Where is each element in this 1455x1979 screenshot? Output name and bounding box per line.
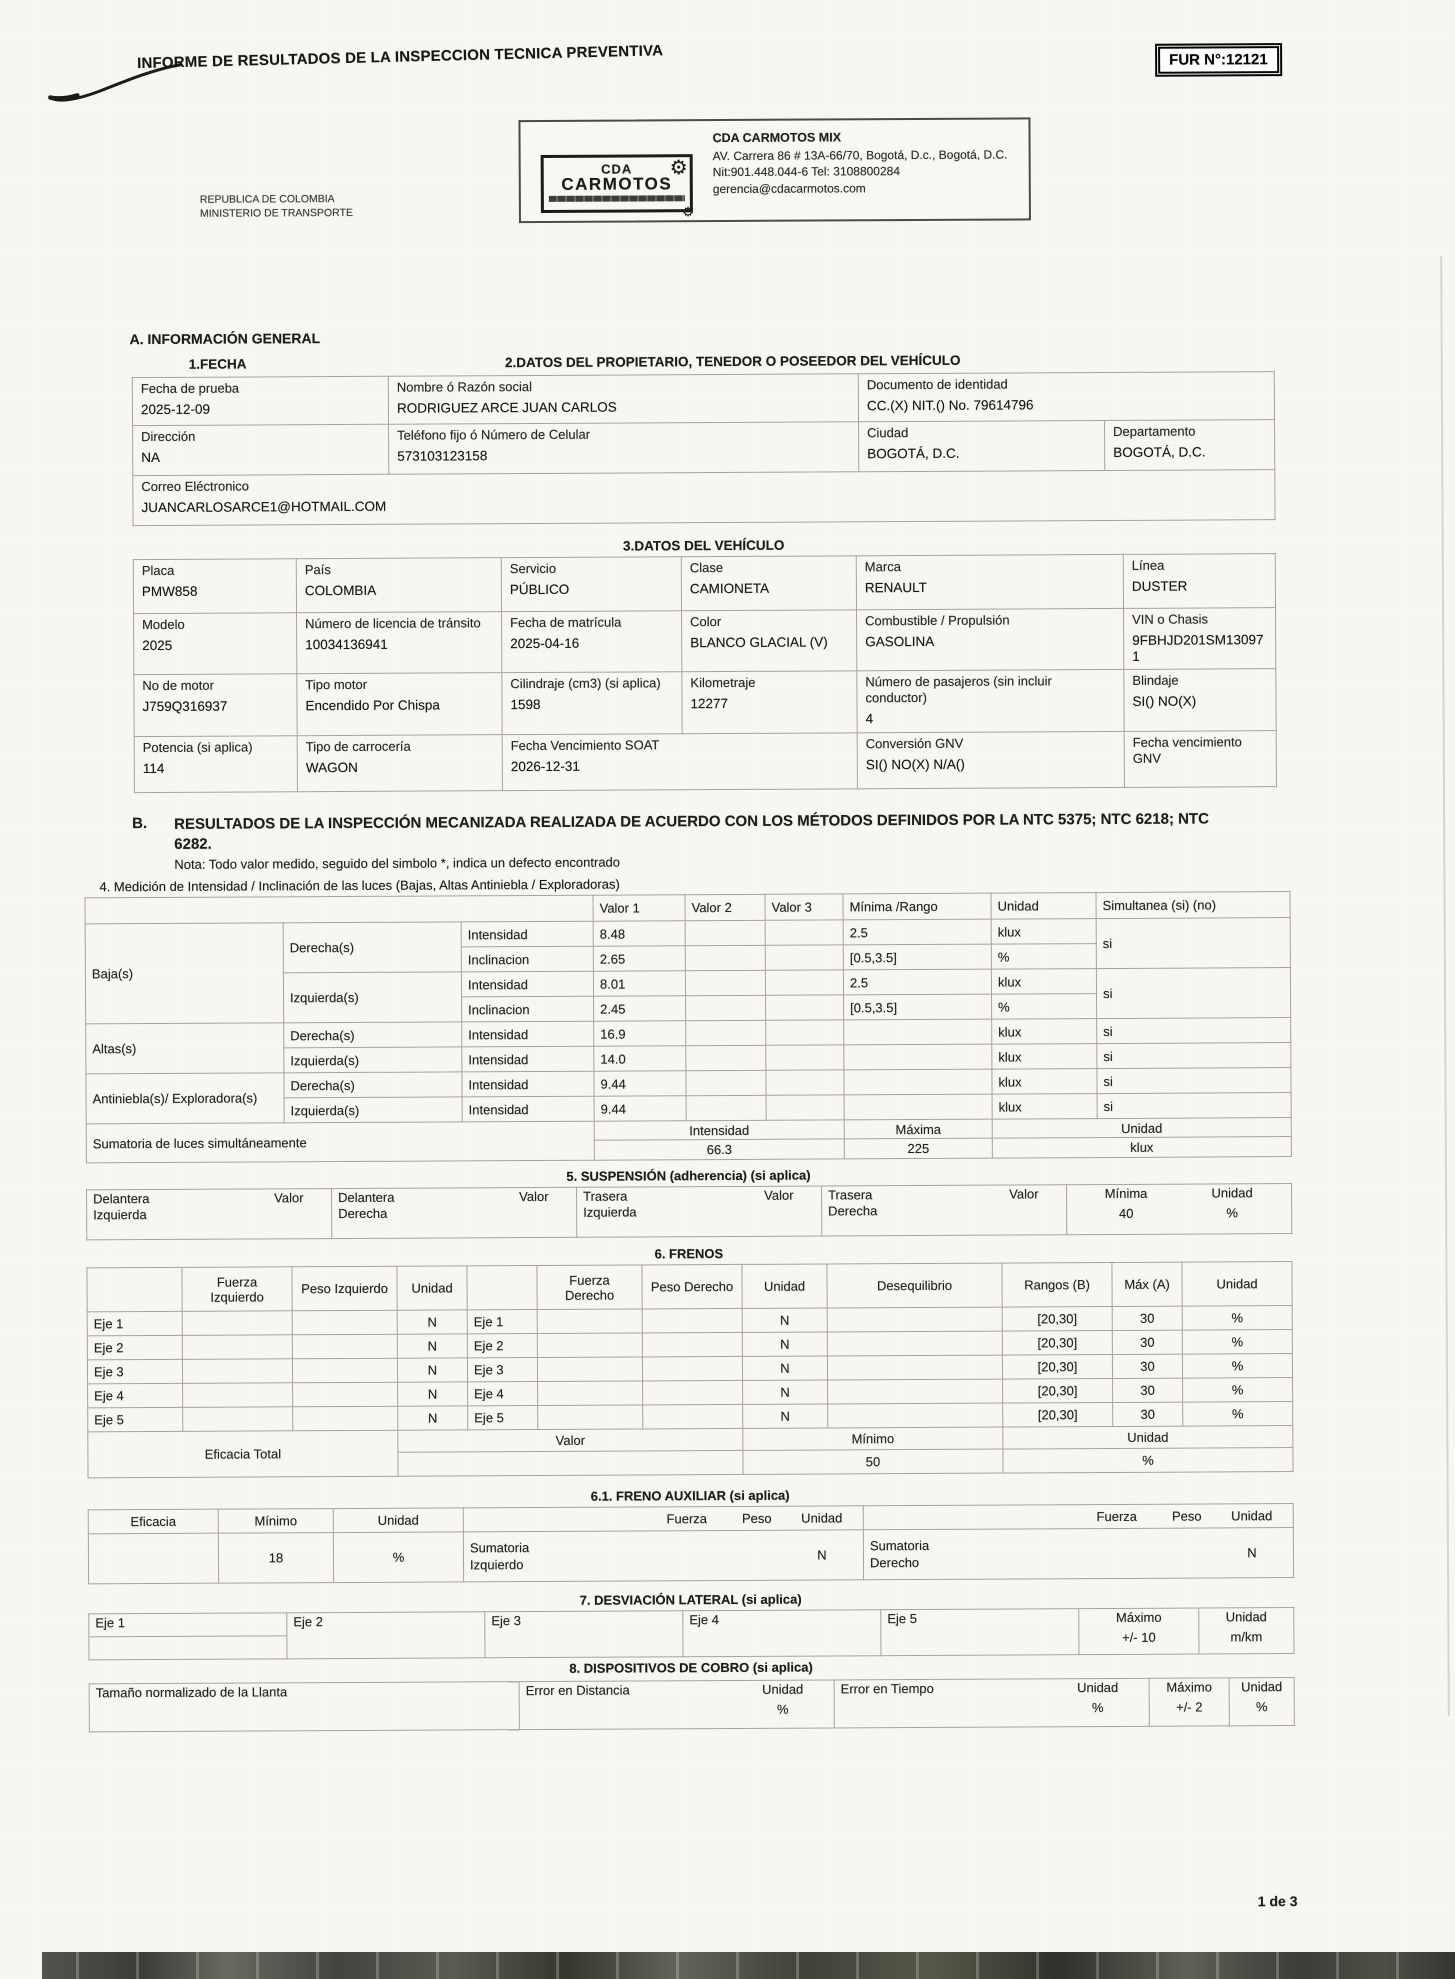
aux-fuerza-label: Fuerza	[666, 1511, 708, 1527]
susp-label: Derecha	[828, 1203, 878, 1219]
eje-label: Eje 2	[287, 1612, 485, 1659]
company-header-box	[518, 117, 1031, 223]
ciudad-value: BOGOTÁ, D.C.	[867, 446, 960, 462]
tipo-motor-label: Tipo motor	[305, 676, 368, 692]
unit-cell: klux	[992, 1094, 1097, 1120]
metric-inclinacion: Inclinacion	[462, 996, 594, 1022]
unit-cell: klux	[992, 1044, 1097, 1070]
licencia-value: 10034136941	[305, 637, 388, 653]
cobro-title: 8. DISPOSITIVOS DE COBRO (si aplica)	[569, 1659, 813, 1676]
unit-cell: %	[1182, 1354, 1292, 1379]
section-b-title-line2: 6282.	[174, 835, 212, 854]
servicio-value: PÚBLICO	[509, 582, 570, 598]
susp-valor-header: Valor	[492, 1187, 577, 1237]
max-cell: 30	[1112, 1330, 1182, 1354]
unit-cell: %	[1182, 1330, 1292, 1355]
unit-cell: %	[1183, 1378, 1293, 1403]
company-name: CDA CARMOTOS MIX	[712, 130, 842, 146]
metric-intensidad: Intensidad	[462, 1046, 594, 1072]
susp-label: Trasera	[828, 1187, 873, 1203]
eje-label: Eje 2	[87, 1335, 182, 1359]
side-izquierda: Izquierda(s)	[283, 972, 461, 1023]
footer-unidad-value: %	[1003, 1448, 1293, 1474]
unidad-value: %	[1255, 1699, 1268, 1715]
section-b-heading	[132, 808, 1422, 855]
sim-cell: si	[1097, 1093, 1291, 1119]
nombre-label: Nombre ó Razón social	[396, 379, 533, 395]
sumatoria-unidad-label: Unidad	[992, 1118, 1291, 1139]
carroceria-label: Tipo de carrocería	[305, 738, 411, 754]
company-info	[712, 129, 1007, 198]
fecha-prueba-value: 2025-12-09	[140, 401, 211, 418]
company-logo	[541, 154, 694, 221]
vehicle-data-table	[133, 553, 1277, 793]
telefono-value: 573103123158	[397, 448, 488, 464]
eje-label: Eje 2	[467, 1334, 537, 1358]
ciudad-label: Ciudad	[867, 425, 909, 441]
header-peso-izq: Peso Izquierdo	[292, 1266, 397, 1311]
pais-value: COLOMBIA	[304, 583, 377, 599]
gov-line2: MINISTERIO DE TRANSPORTE	[199, 207, 354, 220]
min-cell: [0.5,3.5]	[844, 994, 992, 1020]
header-unidad: Unidad	[742, 1264, 827, 1308]
lights-table	[85, 891, 1292, 1163]
table-row	[134, 668, 1276, 736]
header-valor3: Valor 3	[765, 894, 843, 920]
eje-label: Eje 3	[87, 1359, 182, 1383]
unit-cell: %	[1182, 1306, 1292, 1331]
owner-data-table	[132, 371, 1276, 526]
value-cell: 2.45	[594, 996, 686, 1021]
section-a-title: A. INFORMACIÓN GENERAL	[129, 330, 321, 348]
aux-unidad-label: Unidad	[333, 1508, 463, 1533]
pais-label: País	[304, 562, 331, 578]
susp-minima-label: Mínima	[1104, 1185, 1148, 1202]
modelo-value: 2025	[142, 638, 173, 654]
unit-cell: %	[991, 944, 1096, 970]
blindaje-value: SI() NO(X)	[1132, 693, 1197, 709]
header-valor2: Valor 2	[685, 894, 765, 920]
susp-label: Izquierda	[583, 1204, 637, 1221]
eje-label: Eje 1	[467, 1310, 537, 1334]
aux-n-izq: N	[817, 1547, 827, 1563]
pasajeros-label: Número de pasajeros (sin incluir conductor)	[865, 672, 1052, 706]
combustible-label: Combustible / Propulsión	[865, 612, 1010, 629]
eje-label: Eje 4	[88, 1383, 183, 1407]
aux-peso-label: Peso	[1171, 1508, 1202, 1524]
unit-cell: %	[992, 994, 1097, 1020]
header-max: Máx (A)	[1112, 1262, 1182, 1306]
carroceria-value: WAGON	[305, 759, 358, 776]
table-row	[89, 1678, 1294, 1732]
footer-valor-label: Valor	[398, 1428, 743, 1452]
side-derecha: Derecha(s)	[284, 1072, 462, 1098]
unit-cell: klux	[991, 919, 1096, 945]
table-row	[87, 1262, 1292, 1312]
section-b-title-line1: RESULTADOS DE LA INSPECCIÓN MECANIZADA REALIZADA DE ACUERDO CON LOS MÉTODOS DEFINIDOS POR LA NTC 5375; NTC 6218; NTC	[174, 810, 1209, 833]
aux-sumatoria-izq-label: Sumatoria Izquierdo	[469, 1539, 530, 1572]
unit-cell: klux	[992, 1069, 1097, 1095]
clase-label: Clase	[689, 560, 724, 576]
marca-label: Marca	[864, 559, 901, 575]
table1-title: 1.FECHA	[188, 356, 247, 372]
n-cell: N	[398, 1406, 468, 1430]
scan-bottom-strip	[42, 1952, 1455, 1979]
scan-edge-artifact	[1440, 256, 1450, 1716]
rango-cell: [20,30]	[1003, 1378, 1113, 1403]
susp-label: Trasera	[583, 1188, 628, 1204]
side-derecha: Derecha(s)	[284, 1022, 462, 1048]
marca-value: RENAULT	[864, 580, 927, 596]
gnv-value: SI() NO(X) N/A()	[865, 756, 965, 773]
n-cell: N	[397, 1334, 467, 1358]
susp-unidad-value: %	[1226, 1205, 1238, 1221]
eje-label: Eje 5	[468, 1405, 538, 1429]
unit-cell: %	[1183, 1402, 1293, 1427]
motor-label: No de motor	[142, 677, 214, 693]
rango-cell: [20,30]	[1002, 1354, 1112, 1379]
metric-intensidad: Intensidad	[462, 1021, 594, 1047]
color-value: BLANCO GLACIAL (V)	[690, 634, 828, 651]
susp-minima-value: 40	[1118, 1206, 1134, 1222]
eje-label: Eje 4	[683, 1610, 881, 1657]
footer-minimo-value: 50	[743, 1449, 1003, 1474]
gear-icon: ⚙	[682, 205, 694, 221]
table-row	[88, 1528, 1293, 1584]
sumatoria-maxima-value: 225	[844, 1138, 992, 1159]
gnv-label: Conversión GNV	[865, 735, 964, 751]
metric-intensidad: Intensidad	[461, 971, 593, 997]
sim-cell: si	[1097, 1018, 1291, 1044]
servicio-label: Servicio	[509, 560, 557, 577]
eficacia-total-label: Eficacia Total	[88, 1430, 398, 1478]
susp-label: Derecha	[338, 1206, 388, 1222]
table-row	[134, 608, 1276, 675]
footer-unidad-label: Unidad	[1003, 1426, 1293, 1450]
desv-maximo-value: +/- 10	[1122, 1630, 1156, 1646]
gov-line1: REPUBLICA DE COLOMBIA	[199, 193, 335, 206]
placa-label: Placa	[141, 562, 175, 579]
gnv-venc-value	[1133, 766, 1268, 772]
n-cell: N	[398, 1382, 468, 1406]
n-cell: N	[743, 1380, 828, 1404]
header-fuerza-izq: Fuerza Izquierdo	[182, 1267, 292, 1312]
eje-label: Eje 3	[485, 1611, 683, 1658]
soat-value: 2026-12-31	[510, 758, 580, 775]
header-rangos: Rangos (B)	[1002, 1262, 1112, 1307]
page-title: INFORME DE RESULTADOS DE LA INSPECCION TECNICA PREVENTIVA	[136, 42, 664, 73]
sim-cell: si	[1096, 918, 1290, 969]
linea-value: DUSTER	[1131, 578, 1188, 595]
eje-label: Eje 5	[88, 1407, 183, 1431]
matricula-label: Fecha de matrícula	[510, 614, 622, 631]
header-minima: Mínima /Rango	[843, 893, 991, 920]
unit-cell: klux	[992, 1019, 1097, 1045]
footer-minimo-label: Mínimo	[743, 1427, 1003, 1450]
kilometraje-value: 12277	[690, 695, 729, 712]
n-cell: N	[743, 1404, 828, 1428]
desv-unidad-value: m/km	[1230, 1629, 1263, 1645]
sim-cell: si	[1097, 1043, 1291, 1069]
suspension-table	[86, 1183, 1292, 1240]
vin-value: 9FBHJD201SM130971	[1132, 632, 1264, 665]
susp-label: Delantera	[93, 1191, 150, 1207]
header-simultanea: Simultanea (si) (no)	[1096, 892, 1290, 919]
table-row	[89, 1608, 1294, 1660]
aux-unidad-label: Unidad	[1231, 1508, 1273, 1524]
metric-intensidad: Intensidad	[462, 1096, 594, 1122]
header-peso-der: Peso Derecho	[642, 1264, 742, 1309]
blindaje-label: Blindaje	[1132, 672, 1179, 688]
table-row	[87, 1184, 1292, 1240]
direccion-value: NA	[141, 450, 161, 466]
telefono-label: Teléfono fijo ó Número de Celular	[397, 426, 591, 443]
n-cell: N	[742, 1332, 827, 1356]
linea-label: Línea	[1131, 557, 1165, 573]
sim-cell: si	[1097, 1068, 1291, 1094]
cobro-maximo-label: Máximo	[1166, 1679, 1212, 1695]
eje-label: Eje 4	[468, 1382, 538, 1406]
value-cell: 2.65	[593, 946, 685, 971]
value-cell: 9.44	[594, 1096, 686, 1121]
government-heading	[200, 192, 353, 221]
header-desequilibrio: Desequilibrio	[827, 1263, 1002, 1308]
rango-cell: [20,30]	[1002, 1306, 1112, 1331]
desv-maximo-label: Máximo	[1115, 1609, 1162, 1625]
value-cell: 8.48	[593, 921, 685, 946]
max-cell: 30	[1113, 1402, 1183, 1426]
vin-label: VIN o Chasis	[1132, 611, 1208, 627]
table-row	[85, 918, 1290, 949]
licencia-label: Número de licencia de tránsito	[305, 615, 481, 632]
placa-value: PMW858	[141, 584, 198, 600]
group-altas: Altas(s)	[86, 1023, 284, 1074]
eje-label: Eje 3	[467, 1358, 537, 1382]
rango-cell: [20,30]	[1002, 1330, 1112, 1355]
metric-intensidad: Intensidad	[462, 1071, 594, 1097]
max-cell: 30	[1112, 1306, 1182, 1330]
desviacion-table	[88, 1607, 1294, 1660]
table2-title: 2.DATOS DEL PROPIETARIO, TENEDOR O POSEEDOR DEL VEHÍCULO	[504, 352, 961, 371]
potencia-value: 114	[142, 760, 165, 776]
cilindraje-value: 1598	[510, 696, 541, 713]
susp-unidad-label: Unidad	[1211, 1185, 1253, 1201]
documento-label: Documento de identidad	[866, 376, 1008, 393]
company-nit-tel: Nit:901.448.044-6 Tel: 3108800284	[712, 164, 901, 180]
error-distancia-label: Error en Distancia	[525, 1682, 630, 1699]
eje-label: Eje 5	[881, 1609, 1079, 1656]
group-bajas: Baja(s)	[85, 923, 284, 1024]
desviacion-title: 7. DESVIACIÓN LATERAL (si aplica)	[579, 1591, 802, 1608]
eje1-sub-line	[89, 1629, 286, 1637]
group-antiniebla: Antiniebla(s)/ Exploradora(s)	[86, 1073, 284, 1124]
value-cell: 8.01	[593, 971, 685, 996]
side-derecha: Derecha(s)	[283, 922, 461, 973]
suspension-title: 5. SUSPENSIÓN (adherencia) (si aplica)	[566, 1167, 811, 1184]
frenos-title: 6. FRENOS	[654, 1246, 724, 1262]
max-cell: 30	[1112, 1354, 1182, 1378]
value-cell: 16.9	[594, 1021, 686, 1046]
header-fuerza-der: Fuerza Derecho	[537, 1265, 642, 1310]
aux-fuerza-label: Fuerza	[1096, 1508, 1138, 1525]
aux-eficacia-label: Eficacia	[88, 1509, 218, 1534]
metric-intensidad: Intensidad	[461, 921, 593, 947]
table-row	[133, 554, 1275, 614]
vehicle-table-title: 3.DATOS DEL VEHÍCULO	[622, 537, 785, 554]
freno-aux-title: 6.1. FRENO AUXILIAR (si aplica)	[590, 1487, 790, 1504]
side-izquierda: Izquierda(s)	[284, 1097, 462, 1123]
sumatoria-label: Sumatoria de luces simultáneamente	[86, 1121, 594, 1163]
kilometraje-label: Kilometraje	[690, 674, 756, 690]
sumatoria-intensidad-value: 66.3	[594, 1139, 844, 1160]
logo-tagline-strip	[549, 195, 685, 202]
unidad-label: Unidad	[1077, 1679, 1119, 1696]
tipo-motor-value: Encendido Por Chispa	[305, 697, 440, 714]
n-cell: N	[397, 1358, 467, 1382]
pasajeros-value: 4	[865, 711, 874, 727]
value-cell: 14.0	[594, 1046, 686, 1071]
rango-cell: [20,30]	[1003, 1402, 1113, 1427]
departamento-label: Departamento	[1113, 423, 1196, 439]
logo-line1: CDA	[601, 161, 633, 177]
min-cell: 2.5	[843, 969, 991, 995]
lights-table-title: 4. Medición de Intensidad / Inclinación de las luces (Bajas, Altas Antiniebla / Exploradoras)	[99, 876, 620, 895]
modelo-label: Modelo	[142, 616, 185, 633]
motor-value: J759Q316937	[142, 698, 228, 714]
min-cell: 2.5	[843, 919, 991, 945]
page-number: 1 de 3	[1257, 1893, 1298, 1910]
aux-peso-label: Peso	[741, 1510, 772, 1526]
correo-label: Correo Eléctronico	[141, 478, 250, 495]
table-row	[132, 372, 1274, 426]
color-label: Color	[690, 614, 722, 630]
n-cell: N	[397, 1310, 467, 1334]
header-unidad: Unidad	[1182, 1262, 1292, 1307]
cilindraje-label: Cilindraje (cm3) (si aplica)	[510, 674, 661, 691]
table-row	[133, 420, 1275, 476]
aux-minimo-label: Mínimo	[218, 1509, 333, 1534]
susp-valor-header: Valor	[737, 1186, 822, 1236]
logo-line2: CARMOTOS	[561, 174, 673, 194]
unit-cell: klux	[991, 969, 1096, 995]
susp-label: Izquierda	[93, 1207, 147, 1223]
aux-sumatoria-der-label: Sumatoria Derecho	[869, 1537, 930, 1570]
value-cell: 9.44	[594, 1071, 686, 1096]
departamento-value: BOGOTÁ, D.C.	[1113, 444, 1206, 461]
header-unidad: Unidad	[991, 893, 1096, 920]
sumatoria-unidad-value: klux	[992, 1137, 1291, 1159]
eje-label: Eje 1	[95, 1615, 125, 1631]
gnv-venc-label: Fecha vencimiento GNV	[1132, 733, 1242, 766]
header-unidad: Unidad	[397, 1266, 467, 1310]
section-b-note: Nota: Todo valor medido, seguido del simbolo *, indica un defecto encontrado	[174, 854, 621, 872]
metric-inclinacion: Inclinacion	[461, 946, 593, 972]
soat-label: Fecha Vencimiento SOAT	[510, 736, 660, 753]
fur-number-badge: FUR N°:12121	[1155, 43, 1282, 77]
susp-label: Delantera	[338, 1189, 395, 1206]
documento-value: CC.(X) NIT.() No. 79614796	[866, 397, 1034, 414]
llanta-label: Tamaño normalizado de la Llanta	[89, 1682, 519, 1732]
matricula-value: 2025-04-16	[510, 636, 580, 652]
n-cell: N	[742, 1356, 827, 1380]
aux-minimo-value: 18	[218, 1533, 333, 1584]
frenos-table	[86, 1261, 1293, 1478]
header-valor1: Valor 1	[593, 895, 685, 921]
aux-unidad-label: Unidad	[801, 1510, 843, 1526]
freno-aux-table	[88, 1503, 1294, 1584]
susp-valor-header: Valor	[982, 1185, 1067, 1235]
sumatoria-intensidad-label: Intensidad	[594, 1120, 844, 1140]
side-izquierda: Izquierda(s)	[284, 1047, 462, 1073]
clase-value: CAMIONETA	[689, 581, 770, 597]
table-row	[134, 730, 1276, 792]
aux-n-der: N	[1247, 1545, 1257, 1561]
error-tiempo-label: Error en Tiempo	[840, 1680, 934, 1697]
nombre-value: RODRIGUEZ ARCE JUAN CARLOS	[396, 399, 617, 416]
company-address: AV. Carrera 86 # 13A-66/70, Bogotá, D.c., Bogotá, D.C.	[712, 147, 1008, 163]
desv-unidad-label: Unidad	[1225, 1609, 1267, 1625]
section-b-letter: B.	[132, 815, 148, 833]
unidad-value: %	[1091, 1700, 1104, 1716]
company-email: gerencia@cdacarmotos.com	[712, 181, 866, 197]
aux-unidad-value: %	[333, 1532, 463, 1583]
n-cell: N	[742, 1308, 827, 1332]
unidad-label: Unidad	[762, 1681, 804, 1697]
fecha-prueba-label: Fecha de prueba	[140, 380, 240, 397]
eje-label: Eje 1	[87, 1311, 182, 1335]
potencia-label: Potencia (si aplica)	[142, 739, 253, 755]
susp-valor-header: Valor	[247, 1189, 332, 1239]
unidad-label: Unidad	[1241, 1679, 1283, 1695]
cobro-table	[89, 1677, 1295, 1732]
gear-icon: ⚙	[669, 155, 688, 180]
correo-value: JUANCARLOSARCE1@HOTMAIL.COM	[141, 499, 387, 516]
sim-cell: si	[1096, 968, 1290, 1019]
direccion-label: Dirección	[141, 428, 196, 445]
max-cell: 30	[1113, 1378, 1183, 1402]
combustible-value: GASOLINA	[865, 634, 935, 650]
unidad-value: %	[776, 1701, 789, 1718]
table-row	[133, 470, 1275, 526]
cobro-maximo-value: +/- 2	[1176, 1699, 1203, 1715]
sumatoria-maxima-label: Máxima	[844, 1119, 992, 1139]
min-cell: [0.5,3.5]	[843, 944, 991, 970]
